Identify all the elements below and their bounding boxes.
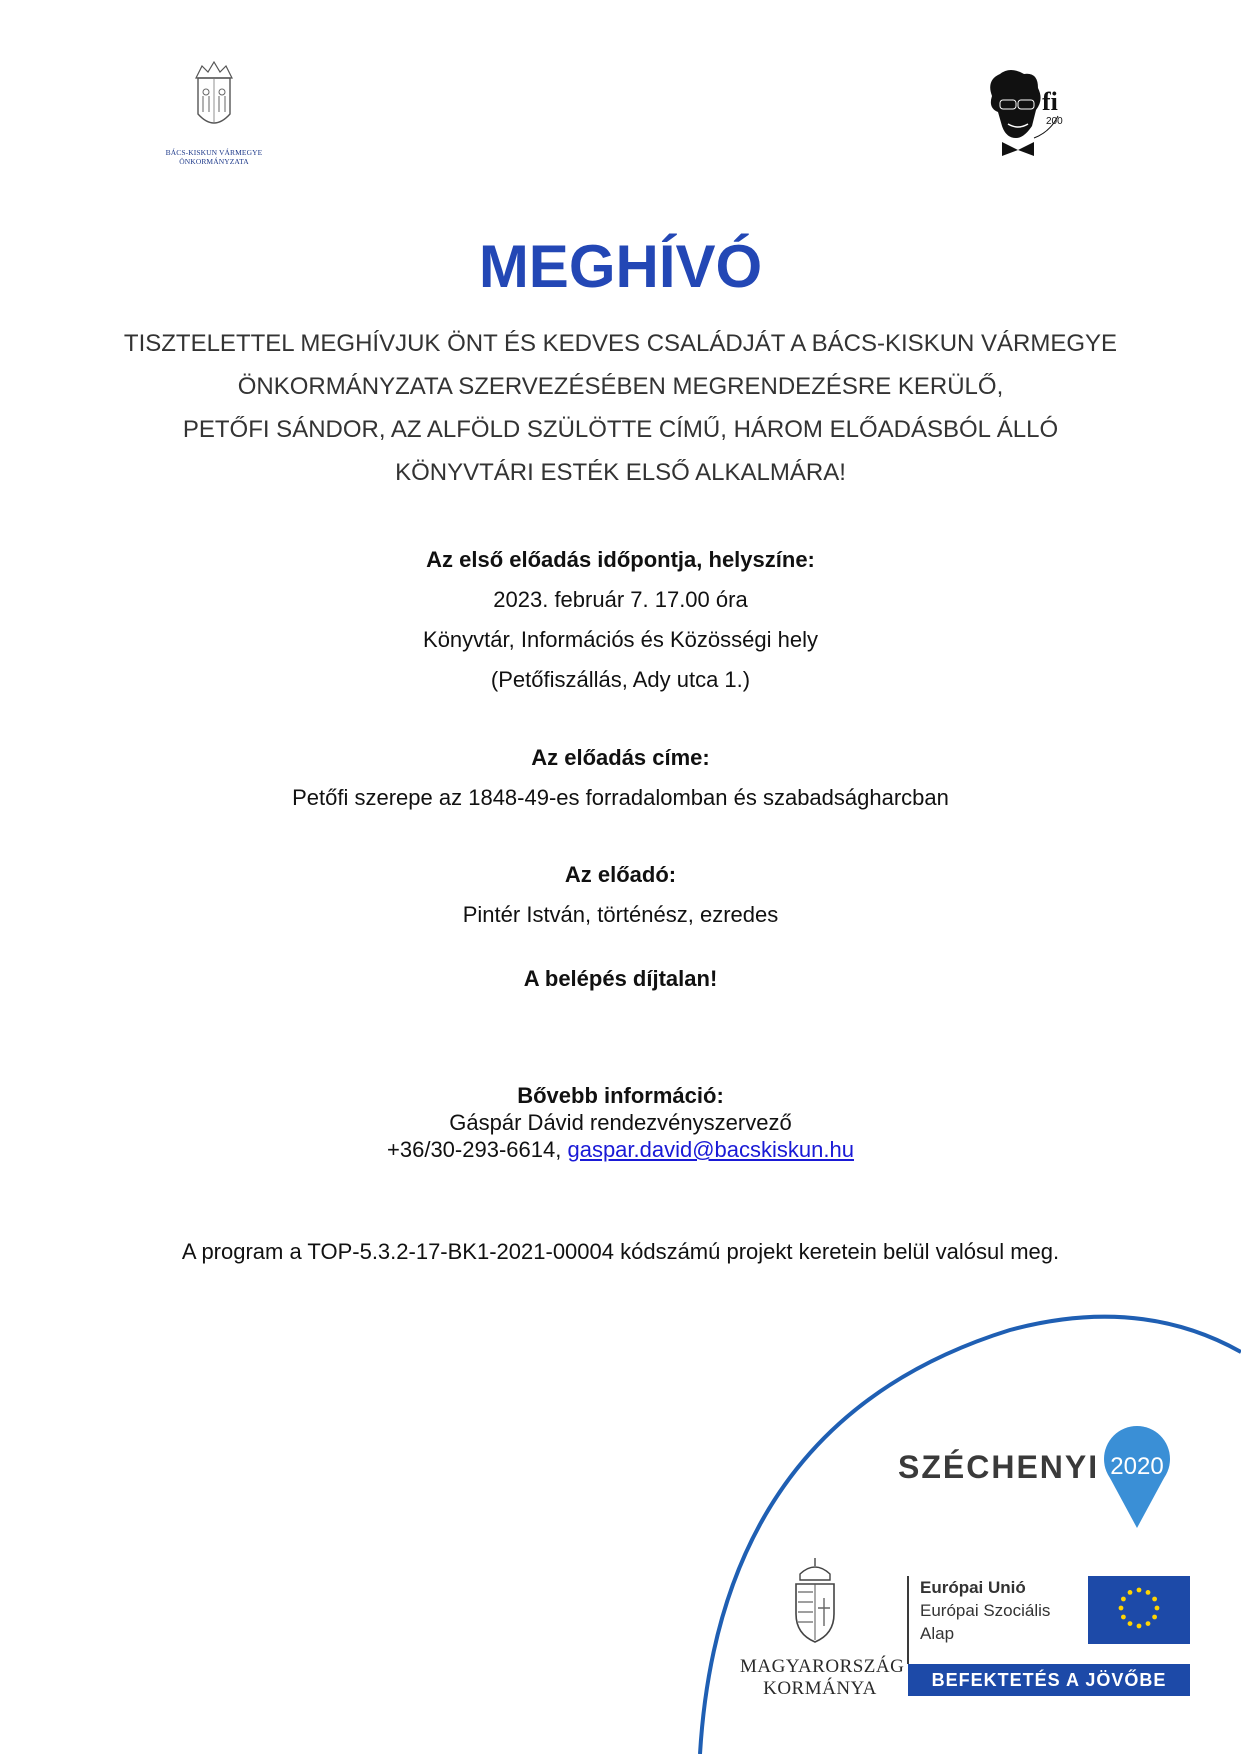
fi200-letters: fi — [1042, 87, 1058, 116]
info-email-link[interactable]: gaspar.david@bacskiskun.hu — [567, 1137, 854, 1162]
gov-line2: KORMÁNYA — [763, 1678, 877, 1699]
time-place-section — [0, 540, 1241, 700]
eu-union-label: Európai Unió — [920, 1578, 1026, 1597]
szechenyi-year: 2020 — [1110, 1453, 1164, 1480]
petofi-200-logo — [980, 66, 1070, 156]
page-title: MEGHÍVÓ — [478, 233, 763, 300]
lecture-title: Petőfi szerepe az 1848-49-es forradalomban és szabadságharcban — [292, 785, 949, 810]
intro-line: TISZTELETTEL MEGHÍVJUK ÖNT ÉS KEDVES CSALÁDJÁT A BÁCS-KISKUN VÁRMEGYE — [123, 330, 1118, 357]
invitation-intro — [0, 322, 1241, 494]
event-venue: Könyvtár, Információs és Közösségi hely — [423, 627, 818, 652]
speaker-heading: Az előadó: — [564, 862, 677, 887]
info-contact: Gáspár Dávid rendezvényszervező — [449, 1110, 792, 1135]
gov-line1: MAGYARORSZÁG — [740, 1656, 905, 1677]
intro-line: ÖNKORMÁNYZATA SZERVEZÉSÉBEN MEGRENDEZÉSRE KERÜLŐ, — [237, 373, 1004, 400]
szechenyi-wordmark: SZÉCHENYI — [898, 1449, 1100, 1485]
county-logo-line1: BÁCS-KISKUN VÁRMEGYE — [165, 148, 263, 157]
lecture-title-heading: Az előadás címe: — [531, 745, 710, 770]
fi200-number: 200 — [1046, 116, 1063, 127]
intro-line: PETŐFI SÁNDOR, AZ ALFÖLD SZÜLÖTTE CÍMŰ, HÁROM ELŐADÁSBÓL ÁLLÓ — [182, 416, 1059, 443]
info-heading: Bővebb információ: — [517, 1083, 724, 1108]
speaker-name: Pintér István, történész, ezredes — [462, 902, 779, 927]
time-place-heading: Az első előadás időpontja, helyszíne: — [426, 547, 815, 572]
info-section — [0, 1082, 1241, 1163]
event-date: 2023. február 7. 17.00 óra — [493, 587, 748, 612]
intro-line: KÖNYVTÁRI ESTÉK ELSŐ ALKALMÁRA! — [395, 459, 846, 486]
info-phone: +36/30-293-6614, — [387, 1137, 562, 1162]
government-name — [740, 1656, 905, 1700]
eu-divider — [907, 1576, 909, 1664]
eu-text — [920, 1576, 1050, 1645]
info-contact-line — [0, 1136, 1241, 1163]
county-logo-name — [160, 148, 268, 166]
eu-fund-line1: Európai Szociális — [920, 1601, 1051, 1620]
county-crest-icon — [192, 58, 236, 134]
county-logo-line2: ÖNKORMÁNYZATA — [179, 157, 249, 166]
lecture-title-section — [0, 738, 1241, 818]
event-address: (Petőfiszállás, Ady utca 1.) — [490, 667, 751, 692]
admission-note: A belépés díjtalan! — [523, 966, 718, 991]
county-logo — [160, 58, 268, 170]
eu-fund-line2: Alap — [920, 1624, 955, 1643]
program-note: A program a TOP-5.3.2-17-BK1-2021-00004 kódszámú projekt keretein belül valósul meg. — [181, 1239, 1060, 1264]
invest-banner: BEFEKTETÉS A JÖVŐBE — [908, 1664, 1190, 1696]
eu-flag-icon — [1088, 1576, 1190, 1644]
hungarian-crest-icon — [790, 1558, 840, 1644]
speaker-section — [0, 855, 1241, 935]
